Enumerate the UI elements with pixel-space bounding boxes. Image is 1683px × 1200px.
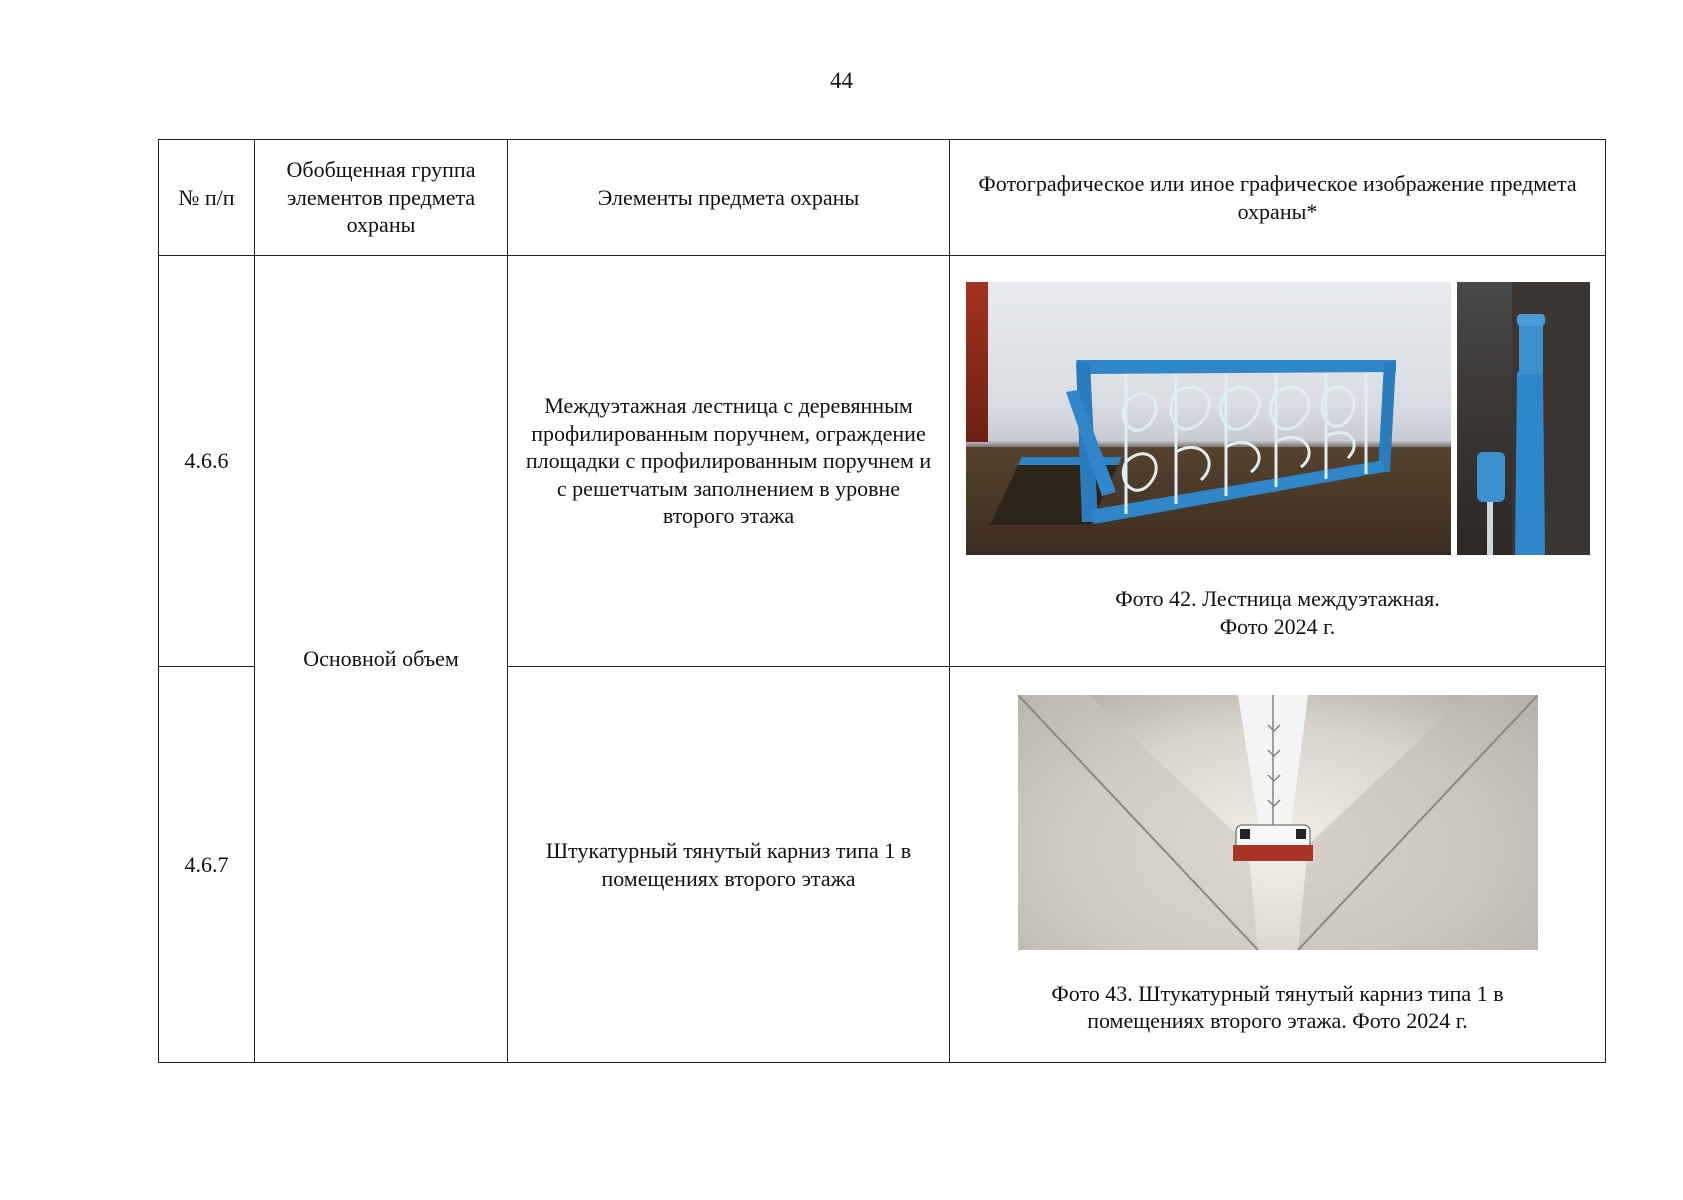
photo-stair-railing <box>966 282 1451 555</box>
row-number: 4.6.7 <box>159 667 255 1063</box>
photo-plaster-cornice <box>1018 695 1538 950</box>
photo-caption <box>1115 585 1440 640</box>
header-number: № п/п <box>159 140 255 256</box>
photo-cell <box>950 256 1606 667</box>
page-number: 44 <box>830 68 853 93</box>
caption-line: Фото 42. Лестница междуэтажная. <box>1115 586 1440 611</box>
group-cell: Основной объем <box>255 256 508 1063</box>
header-elements: Элементы предмета охраны <box>508 140 950 256</box>
photo-newel-post <box>1457 282 1590 555</box>
protection-items-table <box>158 139 1606 1063</box>
table-header-row <box>159 140 1606 256</box>
header-group: Обобщенная группа элементов предмета охраны <box>255 140 508 256</box>
element-description: Междуэтажная лестница с деревянным профилированным поручнем, ограждение площадки с профилированным поручнем и с решетчатым заполнением в уровне второго этажа <box>508 256 950 667</box>
photo-cell <box>950 667 1606 1063</box>
row-number: 4.6.6 <box>159 256 255 667</box>
caption-line: Фото 2024 г. <box>1219 613 1336 639</box>
photo-caption <box>1051 980 1503 1035</box>
element-description: Штукатурный тянутый карниз типа 1 в помещениях второго этажа <box>508 667 950 1063</box>
header-image: Фотографическое или иное графическое изображение предмета охраны* <box>950 140 1606 256</box>
caption-line: Фото 43. Штукатурный тянутый карниз типа 1 в <box>1051 980 1504 1006</box>
caption-line: помещениях второго этажа. Фото 2024 г. <box>1087 1008 1468 1033</box>
table-row <box>159 256 1606 667</box>
